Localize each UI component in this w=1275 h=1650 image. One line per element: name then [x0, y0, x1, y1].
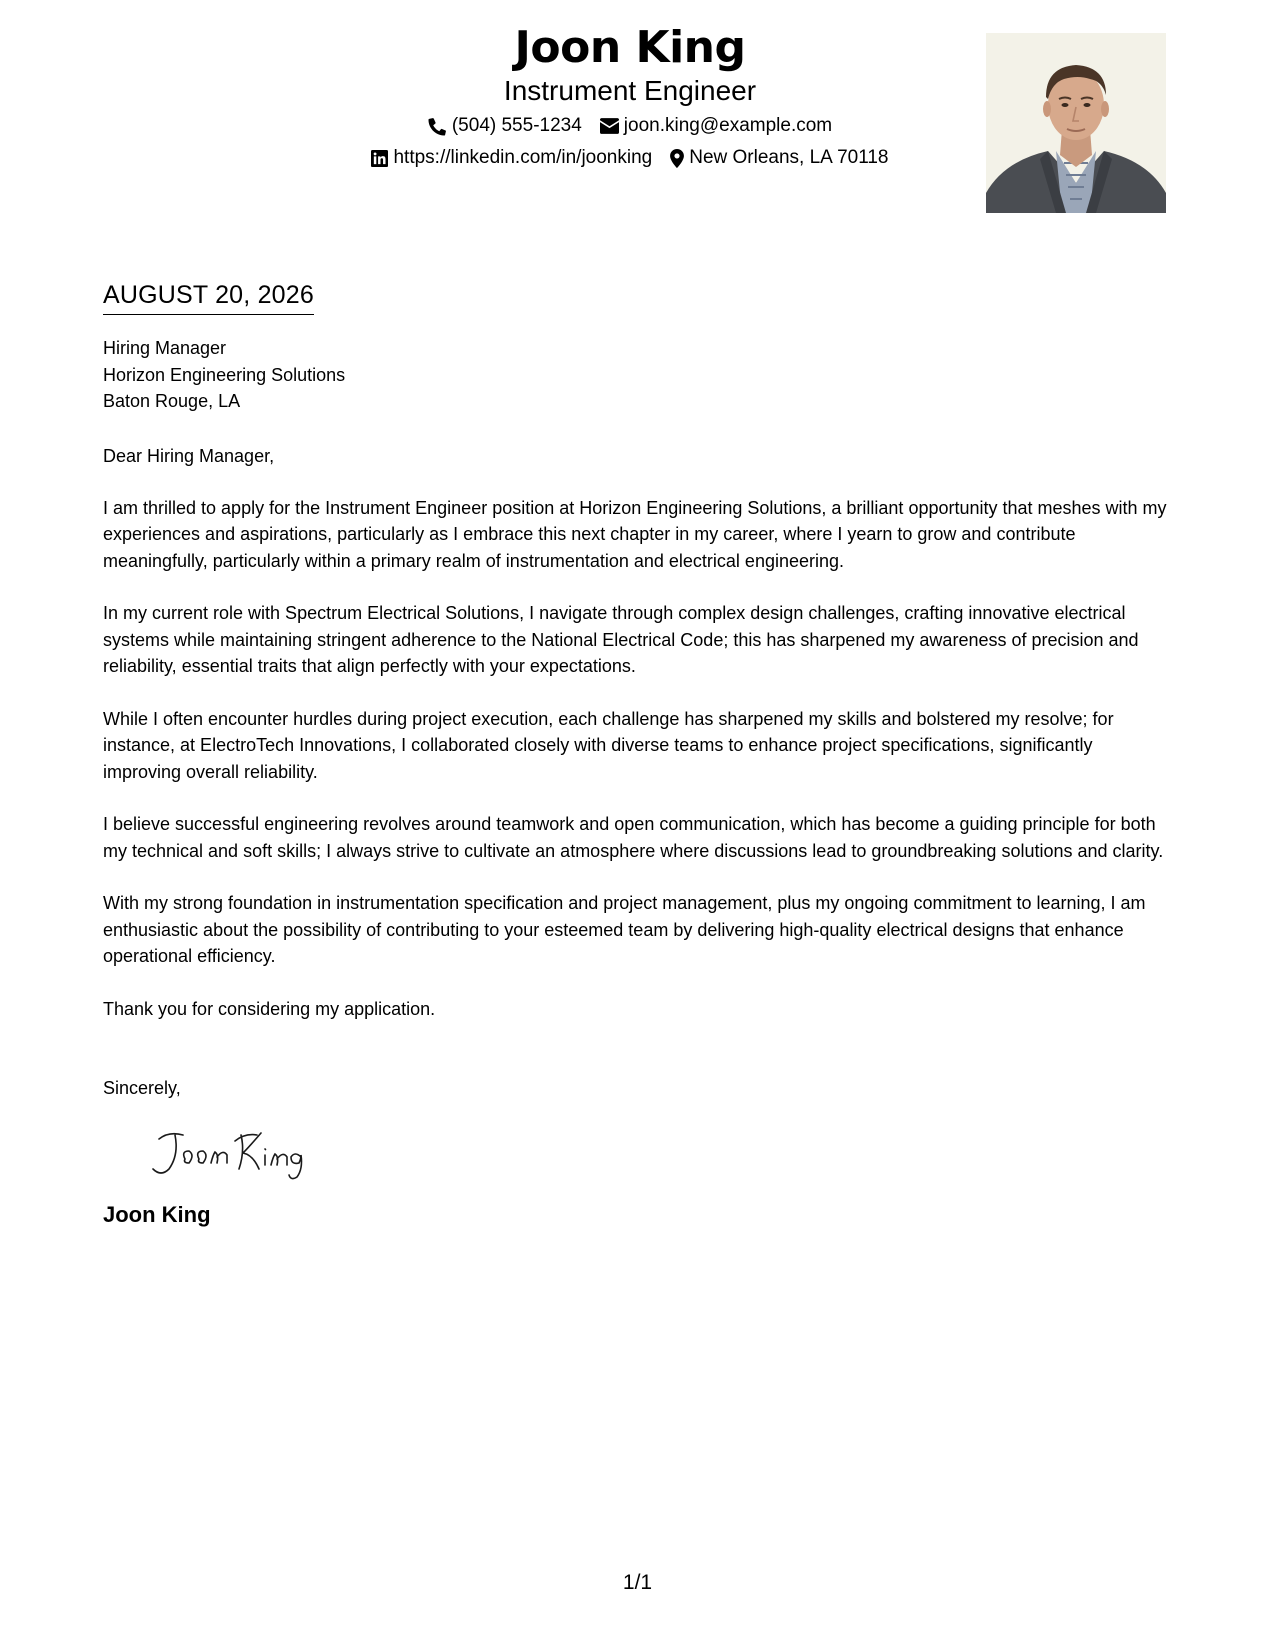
linkedin-icon: [371, 150, 388, 167]
signer-name: Joon King: [103, 1202, 211, 1227]
contact-email: [600, 114, 832, 138]
phone-text: (504) 555-1234: [451, 115, 582, 136]
profile-photo: [986, 33, 1166, 213]
map-pin-icon: [670, 149, 684, 168]
paragraph: I am thrilled to apply for the Instrument Engineer position at Horizon Engineering Solutions, a brilliant opportunity that meshes with my experiences and aspirations, particularly as I embrace this next chapter in my career, where I yearn to grow and contribute meaningfully, particularly within a primary realm of instrumentation and electrical engineering.: [103, 497, 1167, 571]
recipient-line: Hiring Manager: [103, 338, 227, 358]
contact-phone: [428, 114, 582, 138]
letter-body: [103, 278, 1173, 1229]
greeting: Dear Hiring Manager,: [103, 445, 275, 466]
contact-location: [670, 146, 888, 170]
phone-icon: [428, 117, 447, 136]
page-number: 1/1: [622, 1571, 653, 1594]
contact-linkedin: [371, 146, 652, 170]
email-text: joon.king@example.com: [623, 115, 833, 136]
paragraph: With my strong foundation in instrumentation specification and project management, plus my ongoing commitment to learning, I am enthusiastic about the possibility of contributing to your esteemed team by delivering high-quality electrical designs that enhance operational efficiency.: [103, 893, 1146, 966]
handwritten-signature: [149, 1125, 1173, 1181]
location-text: New Orleans, LA 70118: [689, 147, 889, 168]
recipient-block: [103, 335, 1173, 415]
linkedin-text: https://linkedin.com/in/joonking: [393, 147, 653, 168]
envelope-icon: [600, 118, 619, 134]
paragraph: In my current role with Spectrum Electrical Solutions, I navigate through complex design challenges, crafting innovative electrical systems while maintaining stringent adherence to the National Electrical Code; this has sharpened my awareness of precision and reliability, essential traits that align perfectly with your expectations.: [103, 603, 1139, 676]
paragraph: While I often encounter hurdles during project execution, each challenge has sharpened my skills and bolstered my resolve; for instance, at ElectroTech Innovations, I collaborated closely with diverse teams to enhance project specifications, significantly improving overall reliability.: [103, 708, 1114, 782]
closing: Sincerely,: [103, 1078, 181, 1098]
applicant-name: Joon King: [514, 22, 746, 73]
recipient-line: Baton Rouge, LA: [103, 391, 241, 411]
letter-date: AUGUST 20, 2026: [103, 278, 314, 315]
paragraph: I believe successful engineering revolves around teamwork and open communication, which has become a guiding principle for both my technical and soft skills; I always strive to cultivate an atmosphere where discussions lead to groundbreaking solutions and clarity.: [103, 814, 1164, 861]
applicant-title: Instrument Engineer: [503, 75, 757, 106]
paragraph: Thank you for considering my application.: [103, 998, 436, 1019]
recipient-line: Horizon Engineering Solutions: [103, 364, 346, 385]
